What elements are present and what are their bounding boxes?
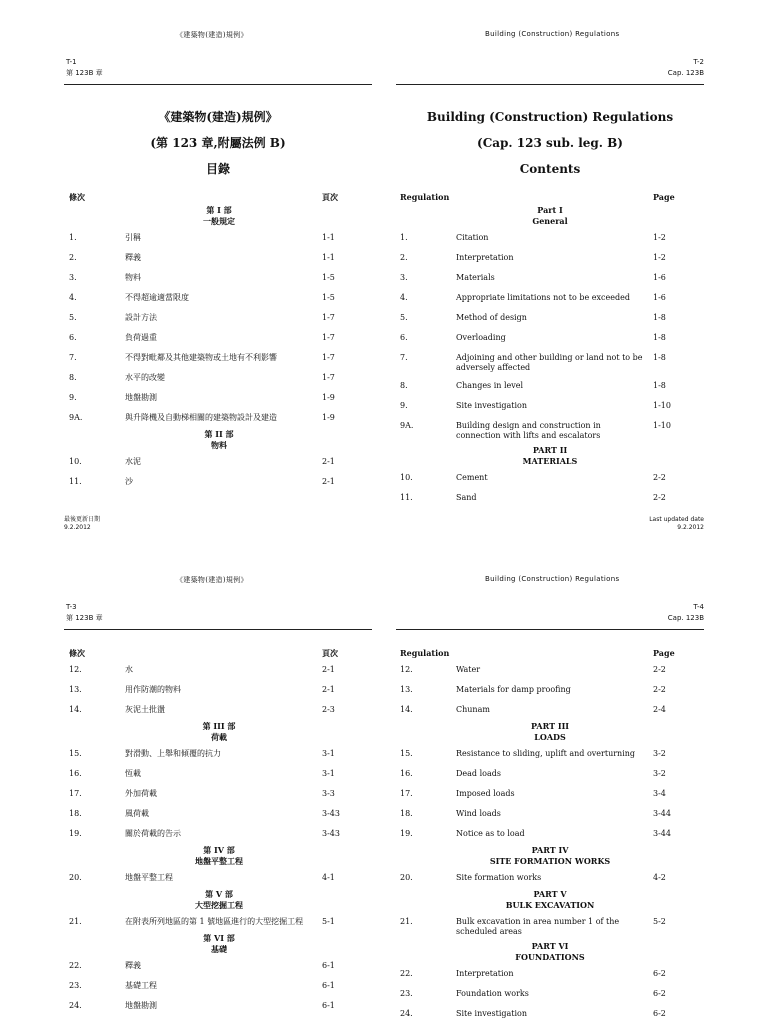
- regulation-title: Resistance to sliding, uplift and overturning: [456, 749, 636, 758]
- toc-entry[interactable]: [400, 917, 704, 937]
- part-title: General: [532, 216, 568, 226]
- page-ref: 5-1: [322, 917, 335, 926]
- regulation-title: Sand: [456, 493, 477, 502]
- part-title: 荷載: [211, 732, 227, 742]
- regulation-title: 引稱: [125, 233, 141, 242]
- part-title: 基礎: [211, 944, 227, 954]
- col-page: 頁次: [322, 192, 338, 202]
- toc-entry[interactable]: [400, 665, 704, 677]
- contents-heading: 目錄: [205, 162, 230, 176]
- toc-en-2: [400, 648, 704, 1029]
- page-ref: 3-44: [653, 809, 671, 818]
- part-title: MATERIALS: [522, 456, 578, 466]
- doc-subtitle: (Cap. 123 sub. leg. B): [477, 136, 623, 150]
- regulation-title: 物料: [125, 273, 141, 282]
- part-heading: [69, 933, 369, 955]
- toc-entry[interactable]: [400, 421, 704, 441]
- part-heading: [69, 889, 369, 911]
- page-number: T-1: [66, 58, 77, 66]
- part-title: 物料: [211, 440, 227, 450]
- regulation-number: 17.: [400, 789, 413, 798]
- regulation-title: 關於荷載的告示: [125, 829, 181, 838]
- toc-entry[interactable]: [400, 789, 704, 801]
- footer-date: 9.2.2012: [64, 524, 91, 531]
- regulation-title: 地盤勘測: [125, 1001, 157, 1010]
- regulation-number: 13.: [400, 685, 413, 694]
- page-ref: 2-4: [653, 705, 666, 714]
- toc-entry[interactable]: [69, 273, 369, 285]
- regulation-number: 9.: [69, 393, 77, 402]
- contents-heading: Contents: [519, 162, 581, 176]
- page-ref: 1-8: [653, 313, 666, 322]
- page-number: T-3: [66, 603, 77, 611]
- regulation-title: 基礎工程: [125, 981, 157, 990]
- page-ref: 6-2: [653, 989, 666, 998]
- toc-entry[interactable]: [69, 873, 369, 885]
- toc-entry[interactable]: [69, 413, 369, 425]
- page-ref: 3-3: [322, 789, 335, 798]
- regulation-title: Bulk excavation in area number 1 of the scheduled areas: [456, 917, 620, 936]
- footer-date: 9.2.2012: [677, 524, 704, 531]
- page-id-left: [66, 57, 103, 79]
- page-ref: 1-6: [653, 293, 666, 302]
- regulation-title: 釋義: [125, 253, 141, 262]
- page-ref: 1-5: [322, 273, 335, 282]
- regulation-number: 8.: [400, 381, 408, 390]
- regulation-number: 3.: [69, 273, 77, 282]
- regulation-title: 釋義: [125, 961, 141, 970]
- part-heading: [400, 889, 700, 911]
- regulation-number: 19.: [400, 829, 413, 838]
- footer-left: [64, 516, 100, 532]
- toc-entry[interactable]: [69, 749, 369, 761]
- part-number: PART II: [532, 445, 568, 455]
- toc-entry[interactable]: [69, 769, 369, 781]
- part-heading: [400, 941, 700, 963]
- regulation-number: 15.: [69, 749, 82, 758]
- toc-entry[interactable]: [69, 917, 369, 929]
- chapter-label: Cap. 123B: [667, 614, 704, 622]
- regulation-title: 水平的改變: [125, 373, 165, 382]
- toc-entry[interactable]: [69, 685, 369, 697]
- part-number: PART V: [533, 889, 567, 899]
- page-ref: 2-1: [322, 477, 335, 486]
- part-heading: [400, 445, 700, 467]
- toc-entry[interactable]: [400, 705, 704, 717]
- regulation-number: 2.: [400, 253, 408, 262]
- regulation-title: Notice as to load: [456, 829, 525, 838]
- toc-entry[interactable]: [69, 665, 369, 677]
- part-title: 一般規定: [203, 216, 235, 226]
- col-regulation: Regulation: [400, 192, 450, 202]
- regulation-number: 6.: [69, 333, 77, 342]
- regulation-number: 14.: [69, 705, 82, 714]
- regulation-title: Appropriate limitations not to be exceeded: [456, 293, 630, 302]
- part-number: 第 V 部: [205, 889, 233, 899]
- page-ref: 2-3: [322, 705, 335, 714]
- regulation-number: 4.: [400, 293, 408, 302]
- page-spread-2: [0, 560, 768, 1024]
- regulation-title: Water: [456, 665, 481, 674]
- column-headers: [69, 648, 369, 665]
- page-ref: 3-43: [322, 829, 340, 838]
- regulation-title: 設計方法: [125, 313, 157, 322]
- page-ref: 1-8: [653, 381, 666, 390]
- regulation-number: 2.: [69, 253, 77, 262]
- col-regulation: Regulation: [400, 648, 450, 658]
- toc-entry[interactable]: [400, 233, 704, 245]
- running-header-zh: 《建築物(建造)規例》: [176, 576, 248, 584]
- toc-entry[interactable]: [400, 685, 704, 697]
- regulation-title: 恆載: [125, 769, 141, 778]
- toc-entry[interactable]: [400, 473, 704, 485]
- regulation-number: 7.: [400, 353, 408, 362]
- regulation-number: 23.: [69, 981, 82, 990]
- page-ref: 1-10: [653, 421, 671, 430]
- page-ref: 2-1: [322, 685, 335, 694]
- page-ref: 1-7: [322, 313, 335, 322]
- page-ref: 1-7: [322, 373, 335, 382]
- regulation-title: Chunam: [456, 705, 490, 714]
- regulation-number: 21.: [400, 917, 413, 926]
- regulation-number: 22.: [69, 961, 82, 970]
- page-ref: 3-1: [322, 749, 335, 758]
- regulation-title: 在附表所列地區的第 1 號地區進行的大型挖掘工程: [125, 917, 304, 926]
- col-page: Page: [653, 192, 675, 202]
- header-rule: [64, 84, 372, 85]
- part-number: 第 IV 部: [203, 845, 235, 855]
- regulation-title: Interpretation: [456, 253, 514, 262]
- toc-entry[interactable]: [400, 273, 704, 285]
- regulation-number: 11.: [69, 477, 82, 486]
- regulation-number: 20.: [69, 873, 82, 882]
- regulation-number: 1.: [400, 233, 408, 242]
- page-ref: 3-43: [322, 809, 340, 818]
- regulation-title: Materials for damp proofing: [456, 685, 571, 694]
- regulation-number: 11.: [400, 493, 413, 502]
- toc-entry[interactable]: [400, 401, 704, 413]
- page-ref: 2-1: [322, 457, 335, 466]
- toc-list: [400, 205, 704, 505]
- toc-entry[interactable]: [400, 493, 704, 505]
- regulation-number: 13.: [69, 685, 82, 694]
- page-ref: 2-2: [653, 493, 666, 502]
- page-ref: 3-1: [322, 769, 335, 778]
- col-page: 頁次: [322, 648, 338, 658]
- page-ref: 1-2: [653, 233, 666, 242]
- page-ref: 3-4: [653, 789, 666, 798]
- toc-entry[interactable]: [400, 353, 704, 373]
- regulation-title: Imposed loads: [456, 789, 515, 798]
- page-ref: 1-2: [653, 253, 666, 262]
- regulation-title: Site investigation: [456, 1009, 528, 1018]
- toc-entry[interactable]: [400, 381, 704, 393]
- regulation-number: 10.: [400, 473, 413, 482]
- regulation-title: 不得對毗鄰及其他建築物或土地有不利影響: [125, 353, 277, 362]
- chapter-label: Cap. 123B: [667, 69, 704, 77]
- regulation-number: 18.: [69, 809, 82, 818]
- page-id-right: [668, 602, 704, 624]
- doc-title: Building (Construction) Regulations: [426, 110, 674, 124]
- title-block-zh: [64, 104, 372, 182]
- doc-subtitle: (第 123 章,附屬法例 B): [150, 136, 286, 150]
- header-rule: [64, 629, 372, 630]
- col-regulation: 條次: [69, 648, 85, 658]
- page-ref: 3-44: [653, 829, 671, 838]
- footer-label: 最後更新日期: [64, 516, 101, 523]
- regulation-number: 24.: [69, 1001, 82, 1010]
- regulation-title: Materials: [456, 273, 495, 282]
- regulation-number: 24.: [400, 1009, 413, 1018]
- part-number: 第 II 部: [204, 429, 234, 439]
- toc-entry[interactable]: [69, 373, 369, 385]
- regulation-title: 對滑動、上舉和傾覆的抗力: [125, 749, 221, 758]
- chapter-label: 第 123B 章: [66, 69, 103, 77]
- toc-list: [69, 205, 369, 489]
- toc-entry[interactable]: [69, 961, 369, 973]
- page-ref: 4-1: [322, 873, 335, 882]
- regulation-title: Interpretation: [456, 969, 514, 978]
- regulation-title: Wind loads: [456, 809, 501, 818]
- toc-entry[interactable]: [400, 873, 704, 885]
- regulation-number: 12.: [400, 665, 413, 674]
- regulation-title: 與升降機及自動梯相關的建築物設計及建造: [125, 413, 277, 422]
- toc-entry[interactable]: [69, 705, 369, 717]
- regulation-title: Method of design: [456, 313, 527, 322]
- toc-entry[interactable]: [400, 333, 704, 345]
- part-number: 第 VI 部: [203, 933, 235, 943]
- regulation-title: Building design and construction in connection with lifts and escalators: [456, 421, 601, 440]
- regulation-number: 9A.: [400, 421, 414, 430]
- page-ref: 2-2: [653, 685, 666, 694]
- regulation-number: 21.: [69, 917, 82, 926]
- page-ref: 1-6: [653, 273, 666, 282]
- page-ref: 1-9: [322, 393, 335, 402]
- regulation-title: Citation: [456, 233, 489, 242]
- page-ref: 2-2: [653, 473, 666, 482]
- page-ref: 6-2: [653, 969, 666, 978]
- page-ref: 6-1: [322, 961, 335, 970]
- regulation-title: 水: [125, 665, 133, 674]
- regulation-number: 5.: [69, 313, 77, 322]
- toc-list: [400, 665, 704, 1021]
- regulation-number: 9.: [400, 401, 408, 410]
- toc-entry[interactable]: [400, 293, 704, 305]
- title-block-en: [396, 104, 704, 182]
- regulation-title: 負荷過重: [125, 333, 157, 342]
- page-ref: 1-1: [322, 233, 335, 242]
- part-heading: [69, 845, 369, 867]
- regulation-number: 4.: [69, 293, 77, 302]
- toc-entry[interactable]: [69, 789, 369, 801]
- part-heading: [69, 429, 369, 451]
- part-title: 地盤平整工程: [195, 856, 243, 866]
- toc-entry[interactable]: [69, 253, 369, 265]
- regulation-title: 風荷載: [125, 809, 149, 818]
- page-ref: 6-2: [653, 1009, 666, 1018]
- page-number: T-4: [693, 603, 704, 611]
- regulation-title: Dead loads: [456, 769, 501, 778]
- toc-zh-1: [69, 192, 369, 497]
- regulation-number: 19.: [69, 829, 82, 838]
- regulation-number: 8.: [69, 373, 77, 382]
- part-number: PART IV: [531, 845, 569, 855]
- toc-entry[interactable]: [69, 829, 369, 841]
- regulation-number: 12.: [69, 665, 82, 674]
- page-ref: 1-7: [322, 333, 335, 342]
- regulation-number: 7.: [69, 353, 77, 362]
- toc-entry[interactable]: [69, 293, 369, 305]
- part-heading: [400, 845, 700, 867]
- page-ref: 2-1: [322, 665, 335, 674]
- toc-list: [69, 665, 369, 1013]
- toc-entry[interactable]: [69, 333, 369, 345]
- regulation-number: 9A.: [69, 413, 83, 422]
- running-header-en: Building (Construction) Regulations: [485, 30, 620, 38]
- col-page: Page: [653, 648, 675, 658]
- toc-entry[interactable]: [69, 353, 369, 365]
- regulation-number: 22.: [400, 969, 413, 978]
- toc-entry[interactable]: [400, 253, 704, 265]
- regulation-title: 不得超逾適當限度: [125, 293, 189, 302]
- toc-entry[interactable]: [400, 829, 704, 841]
- toc-entry[interactable]: [69, 233, 369, 245]
- page-ref: 6-1: [322, 1001, 335, 1010]
- part-title: 大型挖掘工程: [195, 900, 243, 910]
- regulation-number: 5.: [400, 313, 408, 322]
- toc-entry[interactable]: [69, 981, 369, 993]
- page-ref: 6-1: [322, 981, 335, 990]
- regulation-title: 水泥: [125, 457, 141, 466]
- footer-right: [649, 516, 704, 532]
- toc-zh-2: [69, 648, 369, 1021]
- toc-entry[interactable]: [400, 769, 704, 781]
- regulation-number: 1.: [69, 233, 77, 242]
- column-headers: [400, 192, 704, 209]
- regulation-title: Changes in level: [456, 381, 524, 390]
- regulation-title: 灰泥土批盪: [125, 705, 165, 714]
- part-number: Part I: [537, 205, 563, 215]
- header-rule: [396, 84, 704, 85]
- page-ref: 1-8: [653, 333, 666, 342]
- part-title: BULK EXCAVATION: [505, 900, 595, 910]
- part-heading: [400, 721, 700, 743]
- toc-entry[interactable]: [400, 749, 704, 761]
- page-ref: 1-9: [322, 413, 335, 422]
- page-ref: 2-2: [653, 665, 666, 674]
- page-ref: 1-8: [653, 353, 666, 362]
- part-title: SITE FORMATION WORKS: [489, 856, 611, 866]
- chapter-label: 第 123B 章: [66, 614, 103, 622]
- toc-entry[interactable]: [400, 809, 704, 821]
- page-ref: 1-5: [322, 293, 335, 302]
- part-number: PART III: [530, 721, 570, 731]
- header-rule: [396, 629, 704, 630]
- doc-title: 《建築物(建造)規例》: [158, 110, 278, 124]
- page-id-left: [66, 602, 103, 624]
- toc-entry[interactable]: [69, 477, 369, 489]
- toc-entry[interactable]: [400, 313, 704, 325]
- footer-label: Last updated date: [649, 516, 704, 523]
- regulation-number: 3.: [400, 273, 408, 282]
- regulation-title: 用作防潮的物料: [125, 685, 181, 694]
- toc-entry[interactable]: [69, 393, 369, 405]
- page-ref: 5-2: [653, 917, 666, 926]
- toc-entry[interactable]: [400, 989, 704, 1001]
- regulation-number: 23.: [400, 989, 413, 998]
- regulation-number: 17.: [69, 789, 82, 798]
- regulation-title: Site formation works: [456, 873, 542, 882]
- page-ref: 4-2: [653, 873, 666, 882]
- part-number: 第 III 部: [202, 721, 236, 731]
- regulation-title: Cement: [456, 473, 488, 482]
- col-regulation: 條次: [69, 192, 85, 202]
- running-header-zh: 《建築物(建造)規例》: [176, 31, 248, 39]
- page-number: T-2: [693, 58, 704, 66]
- regulation-title: 地盤平整工程: [125, 873, 173, 882]
- regulation-number: 15.: [400, 749, 413, 758]
- regulation-number: 20.: [400, 873, 413, 882]
- regulation-number: 14.: [400, 705, 413, 714]
- regulation-title: Foundation works: [456, 989, 529, 998]
- column-headers: [400, 648, 704, 665]
- toc-entry[interactable]: [400, 1009, 704, 1021]
- regulation-number: 18.: [400, 809, 413, 818]
- regulation-title: Site investigation: [456, 401, 528, 410]
- regulation-title: 地盤勘測: [125, 393, 157, 402]
- regulation-number: 16.: [400, 769, 413, 778]
- part-number: 第 I 部: [206, 205, 232, 215]
- part-title: FOUNDATIONS: [515, 952, 585, 962]
- part-heading: [69, 721, 369, 743]
- page-id-right: [668, 57, 704, 79]
- column-headers: [69, 192, 369, 209]
- regulation-title: 沙: [125, 477, 133, 486]
- toc-entry[interactable]: [400, 969, 704, 981]
- page-ref: 1-7: [322, 353, 335, 362]
- regulation-number: 6.: [400, 333, 408, 342]
- page-ref: 1-1: [322, 253, 335, 262]
- running-header-en: Building (Construction) Regulations: [485, 575, 620, 583]
- regulation-title: Adjoining and other building or land not to be adversely affected: [456, 353, 643, 372]
- part-title: LOADS: [534, 732, 566, 742]
- page-ref: 3-2: [653, 769, 666, 778]
- toc-entry[interactable]: [69, 313, 369, 325]
- page-ref: 1-10: [653, 401, 671, 410]
- regulation-title: 外加荷載: [125, 789, 157, 798]
- toc-entry[interactable]: [69, 1001, 369, 1013]
- part-number: PART VI: [531, 941, 569, 951]
- regulation-title: Overloading: [456, 333, 506, 342]
- toc-en-1: [400, 192, 704, 513]
- regulation-number: 16.: [69, 769, 82, 778]
- page-ref: 3-2: [653, 749, 666, 758]
- toc-entry[interactable]: [69, 809, 369, 821]
- regulation-number: 10.: [69, 457, 82, 466]
- toc-entry[interactable]: [69, 457, 369, 469]
